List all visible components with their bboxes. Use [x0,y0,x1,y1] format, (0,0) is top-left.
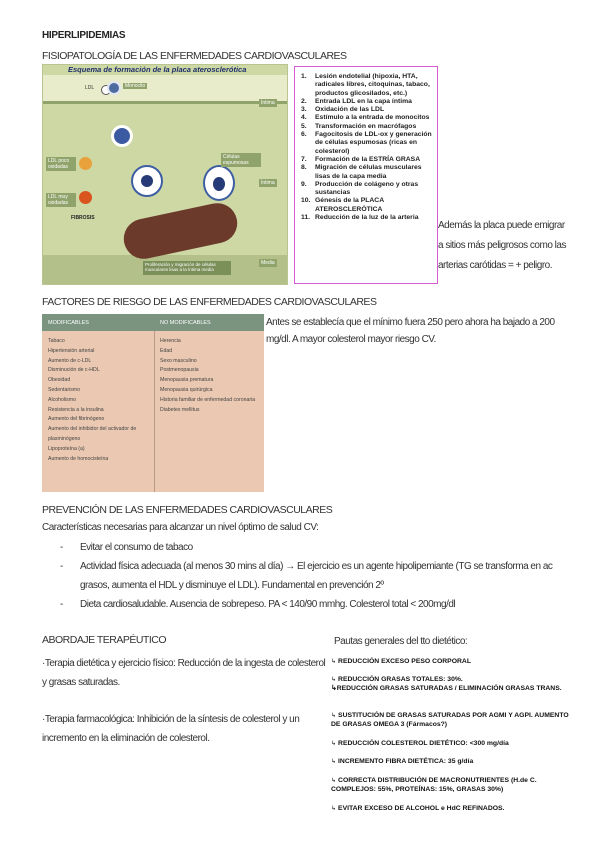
risk-factor-no-modificable: Herencia [160,338,181,344]
risk-factor-modificable: Alcoholismo [48,396,76,403]
steps-box [294,66,438,284]
pauta-item [331,740,571,749]
section-heading-factores: FACTORES DE RIESGO DE LAS ENFERMEDADES CARDIOVASCULARES [42,296,377,308]
pauta-item [331,777,571,794]
smooth-muscle-cells [120,199,241,262]
atherosclerosis-diagram [42,64,288,285]
arrow-icon: ↳ [331,741,337,747]
risk-factor-modificable: Tabaco [48,338,65,344]
pauta-text: INCREMENTO FIBRA DIETÉTICA: 35 g/día [338,758,474,765]
step-text: Lesión endotelial (hipoxia, HTA, radicales libres, citoquinas, tabaco, productos glicosilados, etc.) [315,73,430,97]
prevention-text: Evitar el consumo de tabaco [80,542,193,553]
lumen-band [43,75,288,101]
step-text: Fagocitosis de LDL-ox y generación de células espumosas (ricas en colesterol) [315,131,432,155]
fibrosis-label: FIBROSIS [71,215,95,221]
monocyte-entering [111,125,133,147]
pautas-heading: Pautas generales del tto dietético: [334,636,468,647]
ldl-muy-label: LDL muy oxidadas [46,193,76,207]
step-number: 8. [301,164,307,172]
risk-factors-table [42,314,264,492]
step-text: Formación de la ESTRÍA GRASA [315,155,421,163]
prevention-list [60,538,560,614]
step-item [301,131,434,156]
step-number: 1. [301,73,307,80]
step-item [301,106,434,114]
risk-factor-no-modificable: Menopausia quirúrgica [160,386,213,393]
step-number: 4. [301,114,307,122]
header-modificables: MODIFICABLES [48,319,89,326]
risk-factor-modificable: Hipertensión arterial [48,347,95,354]
risk-factor-modificable: Resistencia a la insulina [48,406,104,413]
step-number: 9. [301,180,307,188]
risk-note: Antes se establecía que el mínimo fuera 250 pero ahora ha bajado a 200 mg/dl. A mayor colesterol mayor riesgo CV. [266,317,555,345]
therapy-pharma: ·Terapia farmacológica: Inhibición de la síntesis de colesterol y un incremento en la eliminación de colesterol. [42,714,300,744]
risk-factor-modificable: Disminución de c-HDL [48,367,100,374]
step-item [301,98,434,106]
arrow-icon: ↳ [331,759,337,765]
risk-table-header [42,314,264,331]
step-item [301,214,434,222]
arrow-icon: ↳ [331,659,337,665]
risk-factor-modificable: Sedentarismo [48,386,81,393]
arrow-icon: ↳ [331,806,337,812]
step-number: 3. [301,106,307,114]
arrow-icon: ↳ [331,677,337,683]
foam-cell-label: Células espumosas [221,153,261,167]
risk-factor-no-modificable: Edad [160,347,173,354]
step-number: 5. [301,122,307,130]
step-number: 10. [301,197,311,205]
pauta-item [331,805,571,814]
modificables-column [48,337,152,464]
no-modificables-column [160,337,260,415]
pauta-text: REDUCCIÓN GRASAS TOTALES: 30%. ↳REDUCCIÓN GRASAS SATURADAS / ELIMINACIÓN GRASAS TRANS. [331,676,562,692]
step-text: Entrada LDL en la capa íntima [315,97,412,105]
pauta-item [331,712,571,729]
ldl-high-oxidized [79,191,92,204]
diagram-title: Esquema de formación de la placa aterosclerótica [68,65,247,74]
pauta-text: CORRECTA DISTRIBUCIÓN DE MACRONUTRIENTES (H.de C. COMPLEJOS: 55%, PROTEÍNAS: 15%, GRASAS 30%) [331,777,537,793]
bottom-caption: Proliferación y migración de células musculares lisas a la íntima media [143,261,231,275]
step-text: Migración de células musculares lisas de la capa media [315,164,422,180]
monocyte-label: Monocito [125,83,146,89]
prevention-text: Dieta cardiosaludable. Ausencia de sobrepeso. PA < 140/90 mmhg. Colesterol total < 200mg/dl [80,599,456,610]
pauta-text: SUSTITUCIÓN DE GRASAS SATURADAS POR AGMI Y AGPI. AUMENTO DE GRASAS OMEGA 3 (Fármacos?) [331,712,569,728]
step-item [301,123,434,131]
risk-factor-no-modificable: Sexo masculino [160,357,197,364]
step-number: 2. [301,97,307,105]
risk-factor-no-modificable: Postmenopausia [160,367,199,374]
step-item [301,164,434,181]
macrophage-nucleus [141,175,153,187]
step-text: Génesis de la PLACA ATEROSCLERÓTICA [315,197,384,213]
risk-factor-no-modificable: Diabetes mellitus [160,406,200,413]
section-heading-fisiopatologia: FISIOPATOLOGÍA DE LAS ENFERMEDADES CARDIOVASCULARES [42,50,347,62]
risk-factor-no-modificable: Menopausia prematura [160,377,214,384]
step-item [301,181,434,198]
step-text: Estímulo a la entrada de monocitos [315,114,430,122]
section-heading-abordaje: ABORDAJE TERAPÉUTICO [42,634,166,646]
risk-factor-modificable: Aumento de c-LDL [48,357,92,364]
intima-top-label: Íntima [261,100,275,106]
header-no-modificables: NO MODIFICABLES [160,319,211,326]
ldl-low-oxidized [79,157,92,170]
prevention-item [60,557,560,595]
steps-list [301,73,434,222]
step-item [301,114,434,122]
pauta-item [331,676,571,693]
ldl-label: LDL [85,85,95,91]
intima-label: Íntima [261,180,275,186]
risk-factor-modificable: Aumento del inhibidor del activador de plasminógeno [48,426,137,442]
step-number: 11. [301,214,311,222]
risk-factor-modificable: Aumento del fibrinógeno [48,416,105,423]
monocyte-cell [107,81,121,95]
prevention-item [60,595,560,614]
step-text: Transformación en macrófagos [315,122,417,130]
step-text: Reducción de la luz de la arteria [315,214,419,222]
risk-factor-modificable: Lipoproteína (a) [48,445,85,452]
ldl-poco-label: LDL poco oxidadas [46,157,76,171]
bullet-dash: - [60,542,63,553]
arrow-icon: ↳ [331,713,337,719]
section-heading-prevencion: PREVENCIÓN DE LAS ENFERMEDADES CARDIOVASCULARES [42,504,333,516]
step-item [301,73,434,98]
risk-factor-modificable: Obesidad [48,377,71,384]
column-divider [154,331,155,492]
step-number: 6. [301,131,307,139]
pauta-text: REDUCCIÓN EXCESO PESO CORPORAL [338,658,471,665]
endothelium-line [43,101,288,104]
prevention-intro: Características necesarias para alcanzar un nivel óptimo de salud CV: [42,522,319,533]
arrow-icon: ↳ [331,778,337,784]
side-note: Además la placa puede emigrar a sitios más peligrosos como las arterias carótidas = + peligro. [438,220,566,271]
media-label: Media [261,260,275,266]
document-title: HIPERLIPIDEMIAS [42,30,126,41]
pauta-item [331,658,571,667]
foam-cell-nucleus [213,177,225,191]
pauta-text: REDUCCIÓN COLESTEROL DIETÉTICO: <300 mg/día [338,740,509,747]
prevention-item [60,538,560,557]
step-item [301,197,434,214]
step-text: Producción de colágeno y otras sustancias [315,180,419,197]
step-item [301,156,434,164]
prevention-text: Actividad física adecuada (al menos 30 mins al día) → El ejercicio es un agente hipolipemiante (TG se transforma en ac grasos, aumenta el HDL y disminuye el LDL). Fundamental en prevención 2º [80,561,553,591]
bullet-dash: - [60,599,63,610]
bullet-dash: - [60,561,63,572]
risk-factor-modificable: Aumento de homocisteína [48,455,109,462]
pauta-item [331,758,571,767]
therapy-diet: ·Terapia dietética y ejercicio físico: Reducción de la ingesta de colesterol y grasas saturadas. [42,658,326,688]
pauta-text: EVITAR EXCESO DE ALCOHOL e HdC REFINADOS. [338,805,505,812]
step-number: 7. [301,155,307,163]
step-text: Oxidación de las LDL [315,106,385,114]
risk-factor-no-modificable: Historia familiar de enfermedad coronaria [160,396,256,403]
